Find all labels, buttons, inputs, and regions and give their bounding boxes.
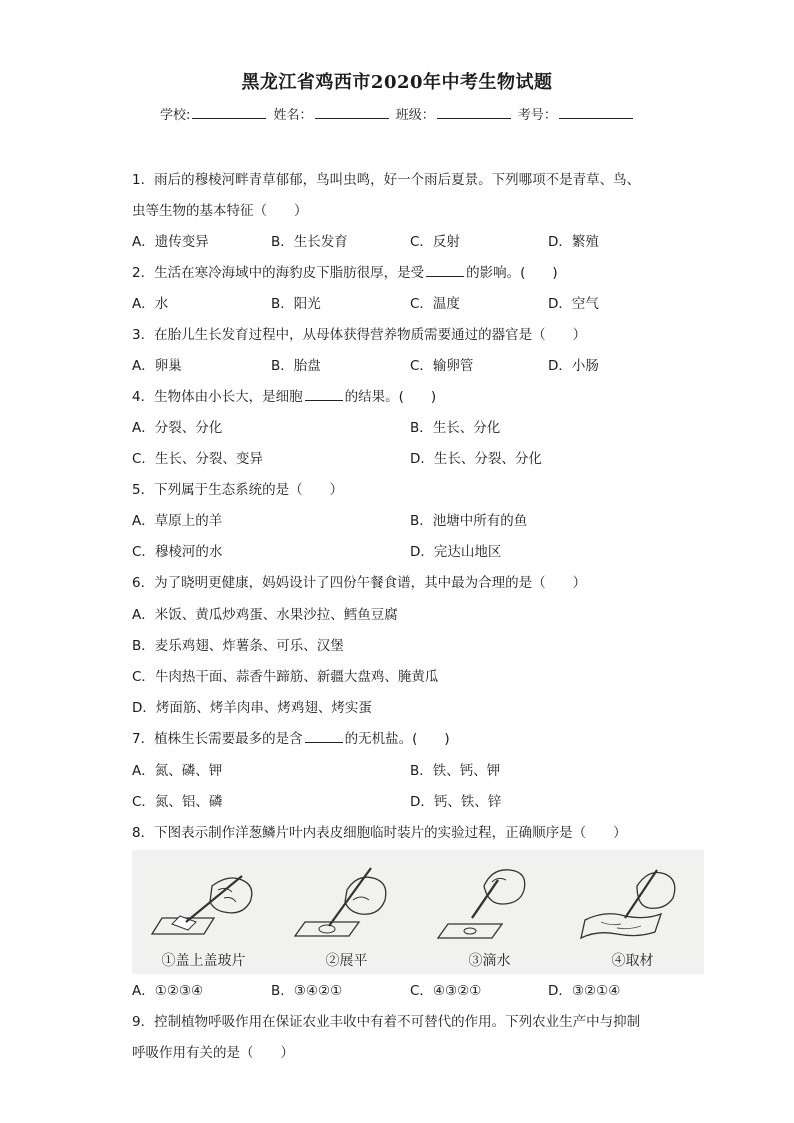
answer-blank[interactable] (426, 264, 464, 277)
option-a[interactable]: A．氮、磷、钾 (132, 763, 223, 779)
name-label: 姓名： (273, 108, 313, 123)
name-blank[interactable] (315, 106, 389, 119)
cover-slip-drawing (142, 856, 266, 950)
option-d[interactable]: D．钙、铁、锌 (410, 794, 502, 810)
stem-part: 的影响。( ) (466, 265, 558, 281)
option-b[interactable]: B．生长、分化 (410, 420, 501, 436)
question-9-stem-line2: 呼吸作用有关的是（ ） (132, 1045, 294, 1061)
slide-preparation-figure (132, 850, 704, 974)
option-d[interactable]: D．完达山地区 (410, 544, 502, 560)
question-8-options (132, 976, 692, 1007)
option-c[interactable]: C．穆棱河的水 (132, 544, 223, 560)
question-4-stem (132, 382, 672, 413)
question-7-options-row2 (132, 787, 692, 818)
option-b[interactable]: B．生长发育 (271, 234, 348, 250)
school-label: 学校: (160, 108, 191, 123)
drip-water-drawing (428, 856, 552, 950)
option-b[interactable]: B．铁、钙、钾 (410, 763, 501, 779)
option-d[interactable]: D．烤面筋、烤羊肉串、烤鸡翅、烤实蛋 (132, 700, 372, 716)
figure-caption-3: ③滴水 (468, 953, 511, 969)
option-d[interactable]: D．小肠 (548, 358, 599, 374)
figure-panel-2 (275, 850, 418, 974)
option-d[interactable]: D．③②①④ (548, 983, 621, 999)
figure-panel-1 (132, 850, 275, 974)
option-c[interactable]: C．生长、分裂、变异 (132, 451, 263, 467)
option-c[interactable]: C．氮、铝、磷 (132, 794, 223, 810)
figure-panel-3 (418, 850, 561, 974)
stem-part: 7．植株生长需要最多的是含 (132, 731, 303, 747)
option-c[interactable]: C．输卵管 (410, 358, 474, 374)
question-5-stem: 5．下列属于生态系统的是（ ） (132, 482, 344, 498)
stem-part: 的无机盐。( ) (344, 731, 450, 747)
option-b[interactable]: B．池塘中所有的鱼 (410, 513, 528, 529)
option-c[interactable]: C．温度 (410, 296, 460, 312)
stem-part: 4．生物体由小长大，是细胞 (132, 389, 303, 405)
option-c[interactable]: C．反射 (410, 234, 460, 250)
figure-panel-4 (561, 850, 704, 974)
option-a[interactable]: A．草原上的羊 (132, 513, 223, 529)
option-c[interactable]: C．④③②① (410, 983, 482, 999)
answer-blank[interactable] (305, 388, 343, 401)
question-7-options-row1 (132, 756, 692, 787)
option-a[interactable]: A．分裂、分化 (132, 420, 223, 436)
exam-title: 黑龙江省鸡西市2020年中考生物试题 (241, 72, 553, 93)
question-2-options (132, 289, 692, 320)
option-c[interactable]: C．牛肉热干面、蒜香牛蹄筋、新疆大盘鸡、腌黄瓜 (132, 669, 439, 685)
option-d[interactable]: D．繁殖 (548, 234, 599, 250)
figure-caption-2: ②展平 (325, 953, 368, 969)
class-blank[interactable] (437, 106, 511, 119)
exam-number-label: 考号： (517, 108, 557, 123)
option-a[interactable]: A．水 (132, 296, 169, 312)
stem-part: 2．生活在寒冷海域中的海豹皮下脂肪很厚，是受 (132, 265, 425, 281)
option-b[interactable]: B．麦乐鸡翅、炸薯条、可乐、汉堡 (132, 638, 344, 654)
answer-blank[interactable] (305, 730, 343, 743)
option-a[interactable]: A．遗传变异 (132, 234, 209, 250)
take-material-drawing (571, 856, 695, 950)
figure-caption-1: ①盖上盖玻片 (161, 953, 246, 969)
option-a[interactable]: A．卵巢 (132, 358, 182, 374)
question-3-options (132, 351, 692, 382)
question-9-stem-line1: 9．控制植物呼吸作用在保证农业丰收中有着不可替代的作用。下列农业生产中与抑制 (132, 1014, 641, 1030)
question-4-options-row1 (132, 413, 692, 444)
question-2-stem (132, 258, 672, 289)
question-5-options-row2 (132, 537, 692, 568)
option-b[interactable]: B．③④②① (271, 983, 343, 999)
figure-caption-4: ④取材 (611, 953, 654, 969)
stem-part: 的结果。( ) (344, 389, 437, 405)
option-a[interactable]: A．①②③④ (132, 983, 204, 999)
exam-number-blank[interactable] (559, 106, 633, 119)
question-6-stem: 6．为了晓明更健康，妈妈设计了四份午餐食谱，其中最为合理的是（ ） (132, 575, 587, 591)
student-info-line (160, 104, 680, 123)
option-d[interactable]: D．空气 (548, 296, 599, 312)
question-1-options (132, 227, 692, 258)
question-7-stem (132, 724, 672, 755)
class-label: 班级： (395, 108, 435, 123)
question-8-stem: 8．下图表示制作洋葱鳞片叶内表皮细胞临时装片的实验过程，正确顺序是（ ） (132, 825, 627, 841)
question-4-options-row2 (132, 444, 692, 475)
option-a[interactable]: A．米饭、黄瓜炒鸡蛋、水果沙拉、鳕鱼豆腐 (132, 607, 398, 623)
question-1-stem-line2: 虫等生物的基本特征（ ） (132, 203, 308, 219)
option-b[interactable]: B．阳光 (271, 296, 321, 312)
school-blank[interactable] (192, 106, 266, 119)
question-5-options-row1 (132, 506, 692, 537)
flatten-drawing (285, 856, 409, 950)
option-b[interactable]: B．胎盘 (271, 358, 321, 374)
question-1-stem-line1: 1．雨后的穆棱河畔青草郁郁，鸟叫虫鸣，好一个雨后夏景。下列哪项不是青草、鸟、 (132, 172, 641, 188)
option-d[interactable]: D．生长、分裂、分化 (410, 451, 542, 467)
question-3-stem: 3．在胎儿生长发育过程中，从母体获得营养物质需要通过的器官是（ ） (132, 327, 587, 343)
